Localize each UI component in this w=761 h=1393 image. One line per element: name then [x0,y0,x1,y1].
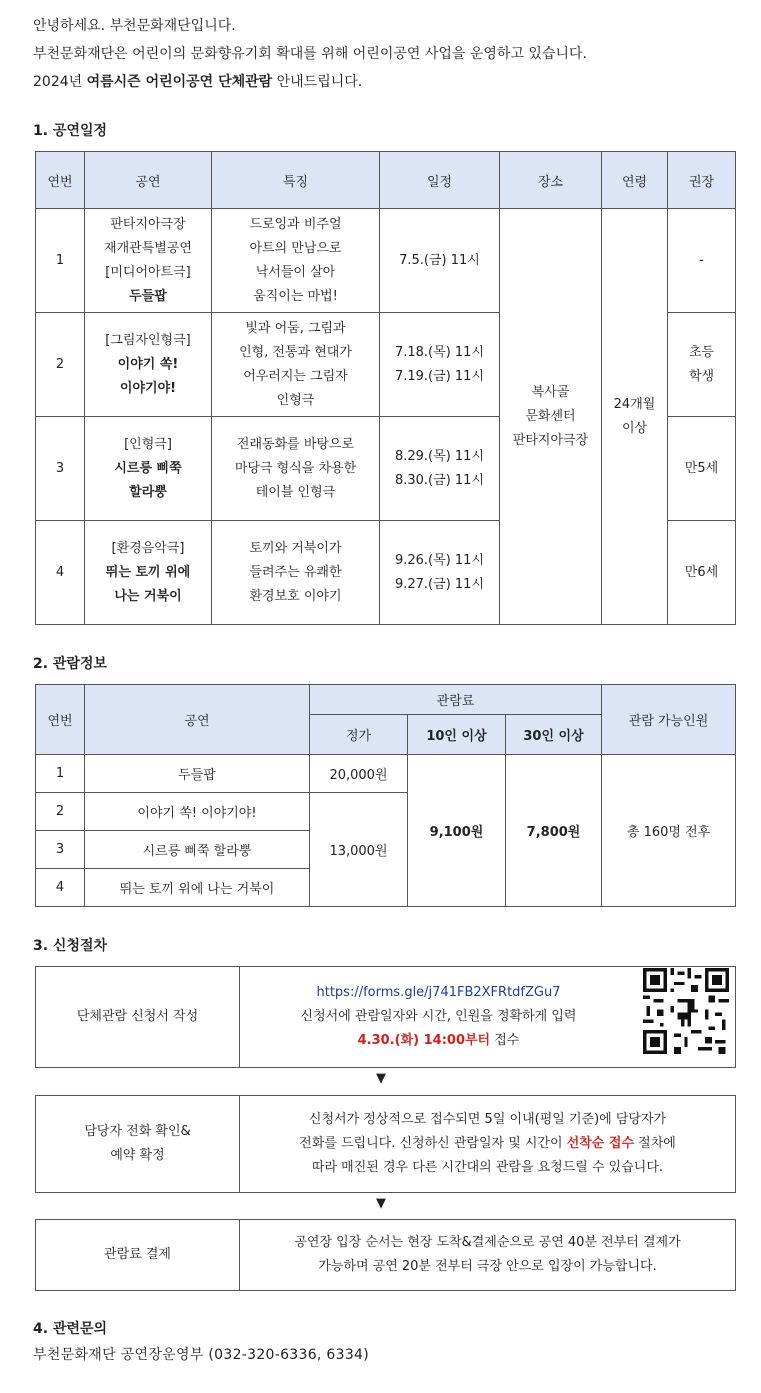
row-number [36,521,85,625]
show-dates-line: 9.27.(금) 11시 [394,576,484,592]
arrow-down-icon: ▼ [376,1071,386,1086]
show-title-title-line: 이야기 쏙! [117,356,179,372]
show-title-line: 재개관특별공연 [104,240,192,256]
step-2-label-line-1: 담당자 전화 확인& [84,1124,191,1139]
show-feature-line: 테이블 인형극 [255,484,336,500]
step-1-box [35,966,736,1068]
header-cell: 10인 이상 [408,715,506,755]
recommended-age-line: 학생 [688,368,715,384]
step-1-date-line [301,1029,577,1053]
recommended-age [668,521,736,625]
step-2-line-2-pre: 전화를 드립니다. 신청하신 관람일자 및 시간이 [299,1136,567,1151]
header-cell: 연번 [36,685,85,755]
step-3-desc [240,1220,735,1290]
header-cell: 정가 [310,715,408,755]
step-2-line-2 [299,1132,676,1156]
header-cell: 특징 [212,152,380,209]
show-feature-line: 어우러지는 그림자 [243,368,348,384]
row-number [36,417,85,521]
intro [33,12,743,96]
show-feature [212,417,380,521]
capacity: 총 160명 전후 [602,755,736,907]
price-table [35,684,736,907]
show-feature-line: 인형, 전통과 현대가 [239,344,352,360]
show-title-title-line: 이야기야! [119,380,177,396]
intro-line-3 [33,68,743,96]
row-number: 2 [36,793,85,831]
show-feature [212,521,380,625]
header-cell: 관람 가능인원 [602,685,736,755]
show-title [85,417,212,521]
step-3-box [35,1219,736,1291]
show-dates-line: 8.30.(금) 11시 [394,472,484,488]
intro-line-3-bold: 여름시즌 어린이공연 단체관람 [86,74,273,90]
step-1-label: 단체관람 신청서 작성 [36,967,240,1067]
recommended-age [668,209,736,313]
show-feature-line: 낙서들이 살아 [255,264,336,280]
section-1-title: 1. 공연일정 [33,123,108,139]
show-feature-line: 들려주는 유쾌한 [249,564,342,580]
regular-price: 20,000원 [310,755,408,793]
venue-line: 복사골 [531,384,570,400]
step-3-label: 관람료 결제 [36,1220,240,1290]
show-title-line: 판타지아극장 [110,216,186,232]
show-feature-line: 마당극 형식을 차용한 [234,460,357,476]
header-cell: 30인 이상 [506,715,602,755]
schedule-header-row [36,152,736,209]
row-number-line: 2 [55,356,65,372]
intro-line-1: 안녕하세요. 부천문화재단입니다. [33,18,236,34]
arrow-down-icon: ▼ [376,1196,386,1211]
show-name: 시르릉 삐쭉 할라뿡 [85,831,310,869]
recommended-age-line: - [699,252,704,268]
age-line: 이상 [621,420,648,436]
header-cell: 관람료 [310,685,602,715]
show-feature-line: 아트의 만남으로 [249,240,342,256]
header-cell: 연령 [602,152,668,209]
step-2-desc [240,1096,735,1192]
step-3-line-1: 공연장 입장 순서는 현장 도착&결제순으로 공연 40분 전부터 결제가 [294,1235,681,1250]
show-feature-line: 전래동화를 바탕으로 [236,436,355,452]
show-dates-line: 8.29.(목) 11시 [394,448,484,464]
qr-code-icon[interactable] [637,967,735,1055]
schedule-table [35,151,736,625]
row-number [36,313,85,417]
step-2-box [35,1095,736,1193]
intro-line-3-pre: 2024년 [33,74,87,90]
header-cell: 장소 [500,152,602,209]
show-title-line: [인형극] [124,436,172,452]
show-title-title-line: 뛰는 토끼 위에 [105,564,191,580]
show-name: 이야기 쏙! 이야기야! [85,793,310,831]
show-dates-line: 7.5.(금) 11시 [399,252,480,268]
step-1-date: 4.30.(화) 14:00부터 [357,1033,491,1048]
show-title-title-line: 시르릉 삐쭉 [114,460,182,476]
section-2-title: 2. 관람정보 [33,656,108,672]
row-number: 1 [36,755,85,793]
show-dates [380,521,500,625]
show-feature [212,209,380,313]
step-2-label-line-2: 예약 확정 [110,1148,165,1163]
form-link[interactable]: https://forms.gle/j741FB2XFRtdfZGu7 [316,985,561,1000]
schedule-row [36,209,736,313]
header-cell: 연번 [36,152,85,209]
group-10-price: 9,100원 [408,755,506,907]
step-1-suffix: 접수 [490,1033,520,1048]
show-feature-line: 환경보호 이야기 [249,588,342,604]
regular-price: 13,000원 [310,793,408,907]
show-feature [212,313,380,417]
contact-info: 부천문화재단 공연장운영부 (032-320-6336, 6334) [33,1347,370,1363]
section-4-title: 4. 관련문의 [33,1321,108,1337]
header-cell: 공연 [85,685,310,755]
header-cell: 권장 [668,152,736,209]
step-2-label [36,1096,240,1192]
show-feature-line: 빛과 어둠, 그림과 [245,320,346,336]
show-dates [380,209,500,313]
intro-line-3-post: 안내드립니다. [272,74,363,90]
group-30-price: 7,800원 [506,755,602,907]
step-2-line-2-post: 절차에 [634,1136,676,1151]
show-title-line: [환경음악극] [111,540,185,556]
step-1-desc [240,967,637,1067]
step-2-line-3: 따라 매진된 경우 다른 시간대의 관람을 요청드릴 수 있습니다. [311,1160,664,1175]
row-number: 3 [36,831,85,869]
venue [500,209,602,625]
row-number: 4 [36,869,85,907]
step-3-line-2: 가능하며 공연 20분 전부터 극장 안으로 입장이 가능합니다. [318,1259,657,1274]
header-cell: 일정 [380,152,500,209]
step-2-line-2-red: 선착순 접수 [566,1136,635,1151]
step-1-text: 신청서에 관람일자와 시간, 인원을 정확하게 입력 [300,1009,577,1024]
show-dates-line: 7.19.(금) 11시 [394,368,484,384]
show-name: 뛰는 토끼 위에 나는 거북이 [85,869,310,907]
show-name: 두들팝 [85,755,310,793]
show-feature-line: 인형극 [276,392,315,408]
show-feature-line: 토끼와 거북이가 [249,540,342,556]
recommended-age-line: 초등 [688,344,715,360]
row-number-line: 1 [55,252,65,268]
row-number-line: 4 [55,564,65,580]
show-title [85,209,212,313]
show-dates-line: 9.26.(목) 11시 [394,552,484,568]
venue-line: 판타지아극장 [512,432,589,448]
section-3-title: 3. 신청절차 [33,938,108,954]
row-number-line: 3 [55,460,65,476]
step-2-line-1: 신청서가 정상적으로 접수되면 5일 이내(평일 기준)에 담당자가 [308,1112,667,1127]
show-title-title-line: 나는 거북이 [114,588,182,604]
show-dates-line: 7.18.(목) 11시 [394,344,484,360]
recommended-age-line: 만5세 [684,460,719,476]
header-cell: 공연 [85,152,212,209]
recommended-age [668,417,736,521]
row-number [36,209,85,313]
show-title [85,313,212,417]
recommended-age-line: 만6세 [684,564,719,580]
age-line: 24개월 [613,396,656,412]
show-title-title-line: 할라뿡 [129,484,167,500]
show-title-line: [그림자인형극] [105,332,191,348]
age [602,209,668,625]
recommended-age [668,313,736,417]
show-dates [380,313,500,417]
show-feature-line: 드로잉과 비주얼 [249,216,342,232]
show-title [85,521,212,625]
show-feature-line: 움직이는 마법! [253,288,338,304]
venue-line: 문화센터 [525,408,576,424]
show-title-line: [미디어아트극] [105,264,191,280]
show-dates [380,417,500,521]
show-title-title-line: 두들팝 [129,288,167,304]
intro-line-2: 부천문화재단은 어린이의 문화향유기회 확대를 위해 어린이공연 사업을 운영하고 있습니다. [33,46,587,62]
